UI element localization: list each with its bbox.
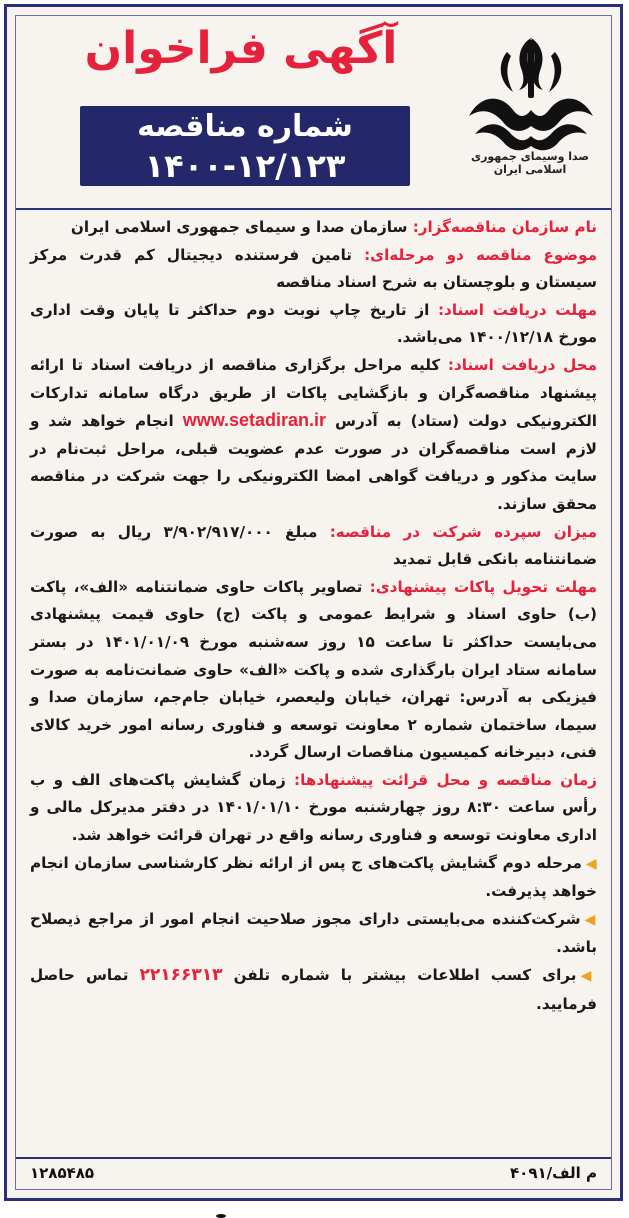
header-divider [16, 208, 611, 210]
note-3-text-a: برای کسب اطلاعات بیشتر با شماره تلفن [222, 966, 577, 985]
setadiran-link[interactable]: www.setadiran.ir [182, 410, 327, 431]
subject-paragraph [30, 242, 597, 297]
delivery-paragraph [30, 574, 597, 767]
deposit-key: میزان سپرده شرکت در مناقصه: [329, 522, 597, 541]
deadline-key: مهلت دریافت اسناد: [437, 300, 597, 319]
org-paragraph [30, 214, 597, 242]
footer [16, 1157, 611, 1189]
place-value-1: کلیه مراحل برگزاری مناقصه از دریافت اسناد تا ارائه پیشنهاد مناقصه‌گران و بازگشایی پاکات از طریق درگاه سامانه تدارکات الکترونیکی دولت (ستاد) به آدرس [30, 355, 597, 431]
deadline-value: از تاریخ چاپ نوبت دوم حداکثر تا پایان وقت اداری مورخ ۱۴۰۰/۱۲/۱۸ می‌باشد. [30, 300, 597, 347]
triangle-bullet-icon: ◀ [585, 855, 597, 872]
note-2-text: شرکت‌کننده می‌بایستی دارای مجوز صلاحیت انجام امور از مراجع ذیصلاح باشد. [30, 909, 597, 957]
page-mark [216, 1214, 226, 1218]
deposit-value: مبلغ ۳/۹۰۲/۹۱۷/۰۰۰ ریال به صورت ضمانتنامه بانکی قابل تمدید [30, 522, 597, 569]
org-key: نام سازمان مناقصه‌گزار: [412, 218, 597, 236]
deadline-paragraph [30, 297, 597, 352]
note-1 [30, 850, 597, 906]
note-3 [30, 962, 597, 1018]
ad-title: آگهی فراخوان [84, 23, 398, 74]
ad-inner-border [15, 15, 612, 1190]
delivery-value: تصاویر پاکات حاوی ضمانتنامه «الف»، پاکت (ب) حاوی اسناد و شرایط عمومی و پاکت (ج) حاوی قیمت پیشنهادی می‌بایست حداکثر تا ساعت ۱۵ روز سه‌شنبه مورخ ۱۴۰۱/۰۱/۰۹ در بستر سامانه ستاد ایران بارگذاری شده و پاکت «الف» حاوی ضمانت‌نامه به صورت فیزیکی به آدرس: تهران، خیابان ولیعصر، خیابان جام‌جم، سازمان صدا و سیما، ساختمان شماره ۲ معاونت توسعه و فناوری رسانه امور خرید کالای فنی، دبیرخانه کمیسیون مناقصات ارسال گردد. [30, 577, 598, 762]
note-2 [30, 906, 597, 962]
logo-caption: صدا وسیمای جمهوری اسلامی ایران [470, 150, 590, 176]
phone-number: ۲۲۱۶۶۳۱۳ [139, 965, 223, 986]
footer-code-left: ۱۲۸۵۴۸۵ [30, 1164, 95, 1182]
opening-paragraph [30, 767, 597, 850]
triangle-bullet-icon: ◀ [580, 968, 597, 985]
tender-label: شماره مناقصه [137, 109, 353, 144]
place-value-2: انجام خواهد شد و لازم است مناقصه‌گران در صورت عدم عضویت قبلی، مراحل ثبت‌نام در سایت مذکور و دریافت گواهی امضا الکترونیکی را جهت شرکت در مناقصه محقق سازند. [30, 412, 597, 513]
opening-value: زمان گشایش پاکت‌های الف و ب رأس ساعت ۸:۳۰ روز چهارشنبه مورخ ۱۴۰۱/۰۱/۱۰ در دفتر مدیرکل مالی و اداری معاونت توسعه و فناوری رسانه واقع در تهران قرائت خواهد شد. [30, 770, 597, 845]
note-1-text: مرحله دوم گشایش پاکت‌های ج پس از ارائه نظر کارشناسی سازمان انجام خواهد پذیرفت. [30, 853, 597, 901]
delivery-key: مهلت تحویل پاکات پیشنهادی: [369, 577, 597, 596]
note-3-text-b: تماس حاصل فرمایید. [30, 966, 597, 1013]
subject-value: تامین فرستنده دیجیتال کم قدرت مرکز سیستان و بلوچستان به شرح اسناد مناقصه [30, 245, 597, 292]
ad-body [30, 214, 597, 1018]
header [16, 16, 611, 204]
place-paragraph [30, 352, 597, 519]
tender-number: ۱۴۰۰-۱۲/۱۲۳ [144, 147, 346, 185]
deposit-paragraph [30, 519, 597, 574]
tender-number-box [80, 106, 410, 186]
org-value: سازمان صدا و سیمای جمهوری اسلامی ایران [70, 218, 413, 236]
footer-code-right: م الف/۴۰۹۱ [510, 1164, 597, 1182]
subject-key: موضوع مناقصه دو مرحله‌ای: [364, 245, 597, 264]
ad-frame [4, 4, 623, 1201]
triangle-bullet-icon: ◀ [584, 911, 597, 928]
place-key: محل دریافت اسناد: [447, 355, 597, 374]
opening-key: زمان مناقصه و محل قرائت پیشنهادها: [294, 770, 597, 789]
